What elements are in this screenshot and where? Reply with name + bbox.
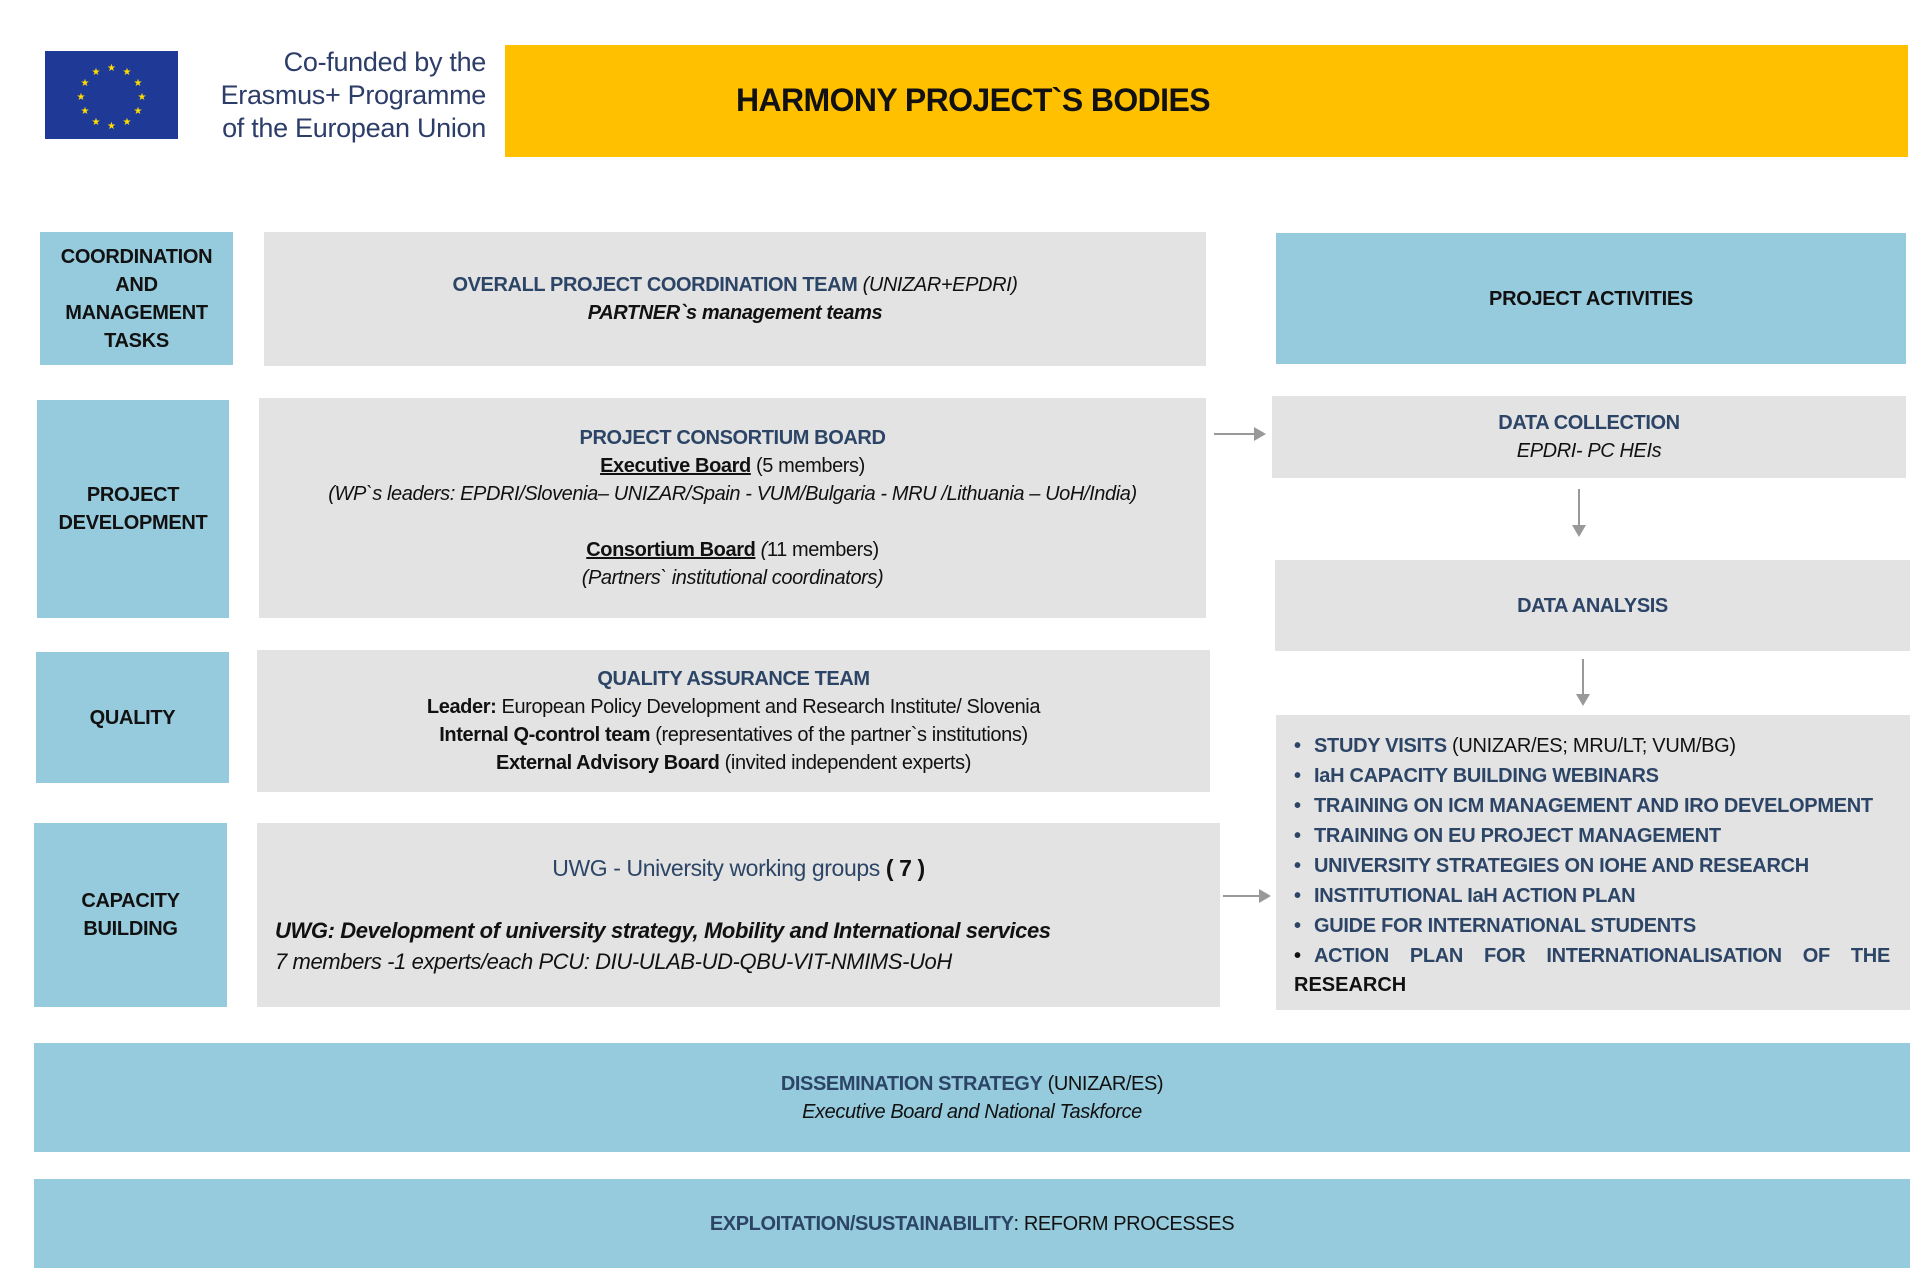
list-item bbox=[1294, 941, 1890, 971]
paren: ( bbox=[755, 539, 767, 561]
item-label: ACTION PLAN FOR INTERNATIONALISATION OF THE bbox=[1314, 945, 1890, 967]
item-label: TRAINING ON EU PROJECT MANAGEMENT bbox=[1314, 825, 1721, 847]
item-continuation: RESEARCH bbox=[1294, 974, 1407, 996]
quality-assurance-heading: QUALITY ASSURANCE TEAM bbox=[597, 668, 870, 690]
external-advisory-label: External Advisory Board bbox=[496, 752, 720, 774]
consortium-board-members: 11 members) bbox=[766, 539, 879, 561]
uwg-title: UWG: Development of university strategy, Mobility and International services bbox=[275, 918, 1051, 943]
item-label: GUIDE FOR INTERNATIONAL STUDENTS bbox=[1314, 915, 1696, 937]
svg-text:★: ★ bbox=[122, 117, 132, 128]
svg-text:★: ★ bbox=[133, 106, 143, 117]
item-label: STUDY VISITS bbox=[1314, 735, 1447, 757]
activities-list-box bbox=[1276, 715, 1910, 1010]
svg-text:★: ★ bbox=[107, 63, 116, 74]
list-item bbox=[1294, 821, 1890, 851]
external-advisory-value: (invited independent experts) bbox=[719, 752, 971, 774]
list-item bbox=[1294, 851, 1890, 881]
dissemination-title: DISSEMINATION STRATEGY bbox=[780, 1072, 1043, 1095]
cofunded-caption bbox=[196, 46, 486, 145]
consortium-board-panel bbox=[259, 398, 1206, 618]
item-label: UNIVERSITY STRATEGIES ON IOHE AND RESEARCH bbox=[1314, 855, 1809, 877]
data-collection-box bbox=[1272, 396, 1906, 478]
label-line: PROJECT bbox=[86, 484, 180, 506]
arrow-right-icon bbox=[1214, 433, 1264, 435]
label-line: QUALITY bbox=[89, 706, 176, 729]
exploitation-sustainability-band bbox=[34, 1179, 1910, 1268]
project-activities-header bbox=[1276, 233, 1906, 364]
arrow-down-icon bbox=[1578, 489, 1580, 535]
row-label-project-development bbox=[37, 400, 229, 618]
internal-q-control-label: Internal Q-control team bbox=[439, 724, 651, 746]
wp-leaders-note: (WP`s leaders: EPDRI/Slovenia– UNIZAR/Spain - VUM/Bulgaria - MRU /Lithuania – UoH/India) bbox=[328, 483, 1137, 505]
list-item bbox=[1294, 911, 1890, 941]
partners-coordinators-note: (Partners` institutional coordinators) bbox=[581, 567, 884, 589]
item-suffix: (UNIZAR/ES; MRU/LT; VUM/BG) bbox=[1446, 735, 1736, 757]
eu-flag-logo bbox=[45, 51, 178, 139]
consortium-board-label: Consortium Board bbox=[586, 539, 756, 561]
label-line: AND bbox=[115, 273, 158, 296]
caption-line: Erasmus+ Programme bbox=[220, 80, 486, 110]
svg-text:★: ★ bbox=[91, 67, 101, 78]
exploitation-title: EXPLOITATION/SUSTAINABILITY bbox=[709, 1212, 1014, 1235]
data-collection-subtitle: EPDRI- PC HEIs bbox=[1516, 440, 1662, 462]
executive-board-label: Executive Board bbox=[600, 455, 751, 477]
dissemination-strategy-band bbox=[34, 1043, 1910, 1152]
label-line: COORDINATION bbox=[60, 245, 213, 268]
caption-line: Co-funded by the bbox=[283, 47, 486, 77]
coordination-team-heading: OVERALL PROJECT COORDINATION TEAM bbox=[452, 274, 858, 296]
uwg-count: ( 7 ) bbox=[879, 855, 925, 881]
svg-text:★: ★ bbox=[91, 117, 101, 128]
coordination-team-members: (UNIZAR+EPDRI) bbox=[857, 274, 1018, 296]
page-title: HARMONY PROJECT`S BODIES bbox=[736, 82, 1210, 118]
data-analysis-box bbox=[1275, 560, 1910, 651]
arrow-down-icon bbox=[1582, 659, 1584, 704]
dissemination-owner: (UNIZAR/ES) bbox=[1042, 1072, 1164, 1095]
uwg-heading: UWG - University working groups bbox=[552, 855, 880, 881]
title-banner bbox=[505, 45, 1908, 157]
item-label: TRAINING ON ICM MANAGEMENT AND IRO DEVELOPMENT bbox=[1314, 795, 1873, 817]
partner-management-teams: PARTNER`s management teams bbox=[587, 302, 883, 324]
svg-text:★: ★ bbox=[122, 67, 132, 78]
label-line: CAPACITY bbox=[81, 890, 180, 912]
consortium-board-heading: PROJECT CONSORTIUM BOARD bbox=[579, 427, 886, 449]
label-line: BUILDING bbox=[83, 918, 178, 940]
arrow-right-icon bbox=[1223, 895, 1269, 897]
data-analysis-title: DATA ANALYSIS bbox=[1517, 594, 1668, 617]
activities-list bbox=[1294, 731, 1890, 971]
svg-text:★: ★ bbox=[76, 92, 86, 103]
dissemination-subtitle: Executive Board and National Taskforce bbox=[802, 1100, 1142, 1123]
list-item bbox=[1294, 761, 1890, 791]
coordination-team-panel bbox=[264, 232, 1206, 366]
svg-text:★: ★ bbox=[137, 92, 147, 103]
svg-text:★: ★ bbox=[80, 78, 90, 89]
svg-text:★: ★ bbox=[80, 106, 90, 117]
row-label-coordination bbox=[40, 232, 233, 365]
internal-q-control-value: (representatives of the partner`s institutions) bbox=[650, 724, 1028, 746]
leader-value: European Policy Development and Research Institute/ Slovenia bbox=[496, 696, 1041, 718]
list-item bbox=[1294, 791, 1890, 821]
list-item bbox=[1294, 731, 1890, 761]
eu-stars-icon bbox=[45, 51, 178, 139]
row-label-capacity-building bbox=[34, 823, 227, 1007]
label-line: TASKS bbox=[104, 329, 169, 352]
svg-text:★: ★ bbox=[133, 78, 143, 89]
label-line: DEVELOPMENT bbox=[58, 512, 208, 534]
uwg-panel bbox=[257, 823, 1220, 1007]
quality-assurance-panel bbox=[257, 650, 1210, 792]
svg-text:★: ★ bbox=[107, 121, 116, 132]
leader-label: Leader: bbox=[426, 696, 497, 718]
item-label: INSTITUTIONAL IaH ACTION PLAN bbox=[1314, 885, 1636, 907]
executive-board-members: (5 members) bbox=[750, 455, 865, 477]
caption-line: of the European Union bbox=[222, 113, 486, 143]
exploitation-suffix: : REFORM PROCESSES bbox=[1013, 1212, 1235, 1235]
project-activities-title: PROJECT ACTIVITIES bbox=[1489, 287, 1693, 310]
list-item bbox=[1294, 881, 1890, 911]
uwg-members: 7 members -1 experts/each PCU: DIU-ULAB-UD-QBU-VIT-NMIMS-UoH bbox=[275, 949, 952, 974]
data-collection-title: DATA COLLECTION bbox=[1498, 412, 1680, 434]
label-line: MANAGEMENT bbox=[65, 301, 208, 324]
row-label-quality bbox=[36, 652, 229, 783]
item-label: IaH CAPACITY BUILDING WEBINARS bbox=[1314, 765, 1659, 787]
